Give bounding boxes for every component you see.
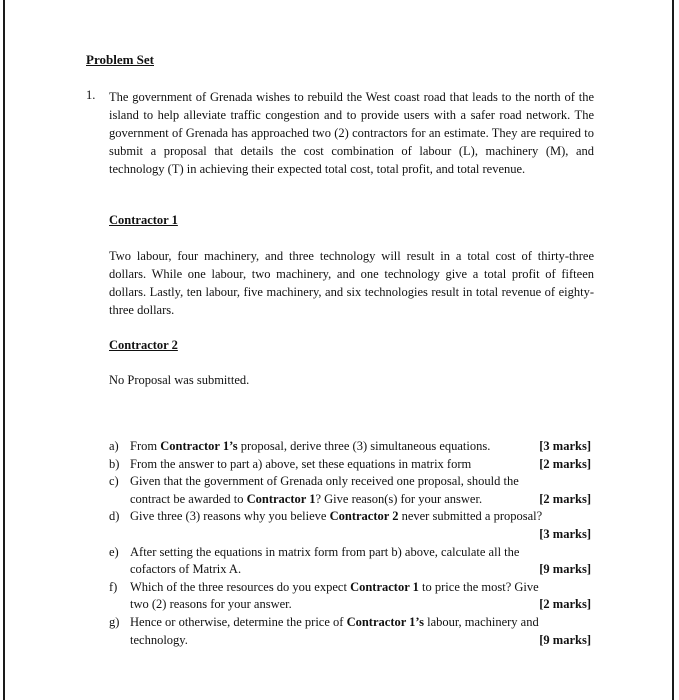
intro-paragraph: The government of Grenada wishes to rebuild the West coast road that leads to the north of the island to help alleviate traffic congestion and to provide users with a safer road network. The government of Grenada has approached two (2) contractors for an estimate. They are required to submit a proposal that details the cost combination of labour (L), machinery (M), and technology (T) in achieving their expected total cost, total profit, and total revenue. — [109, 90, 594, 176]
question-letter: e) — [109, 544, 119, 559]
question-c — [109, 473, 591, 508]
question-b-text: From the answer to part a) above, set these equations in matrix form — [130, 456, 472, 471]
question-b — [109, 456, 591, 474]
page-left-border — [3, 0, 5, 700]
question-letter: d) — [109, 509, 120, 524]
question-e — [109, 544, 591, 579]
contractor-2-heading: Contractor 2 — [109, 338, 178, 352]
page-right-border — [672, 0, 674, 700]
page-title: Problem Set — [86, 52, 154, 67]
question-a-text: From Contractor 1’s proposal, derive three (3) simultaneous equations. — [130, 439, 491, 453]
question-e-line-2: cofactors of Matrix A. — [130, 562, 242, 577]
question-c-line-1: Given that the government of Grenada only received one proposal, should the — [130, 474, 519, 489]
question-d — [109, 508, 591, 543]
question-e-marks: [9 marks] — [539, 562, 591, 577]
question-number: 1. — [86, 88, 96, 102]
contractor-1-heading: Contractor 1 — [109, 213, 178, 227]
question-g-text: Hence or otherwise, determine the price of Contractor 1’s labour, machinery and — [130, 614, 539, 629]
question-letter: a) — [109, 439, 119, 453]
question-c-text: contract be awarded to Contractor 1? Give reason(s) for your answer. — [130, 491, 483, 506]
question-c-marks: [2 marks] — [539, 491, 591, 506]
question-a-marks: [3 marks] — [539, 439, 591, 453]
question-letter: c) — [109, 474, 119, 489]
question-b-marks: [2 marks] — [539, 456, 591, 471]
question-f — [109, 579, 591, 614]
question-f-text: Which of the three resources do you expect Contractor 1 to price the most? Give — [130, 579, 539, 594]
question-list — [109, 438, 591, 649]
question-a — [109, 438, 591, 456]
contractor-2-paragraph: No Proposal was submitted. — [109, 373, 250, 387]
question-g-marks: [9 marks] — [539, 632, 591, 647]
question-letter: f) — [109, 579, 118, 594]
contractor-1-paragraph: Two labour, four machinery, and three technology will result in a total cost of thirty-three dollars. While one labour, two machinery, and one technology give a total profit of fifteen dollars. Lastly, ten labour, five machinery, and six technologies result in total revenue of eighty-three dollars. — [109, 249, 594, 317]
question-g — [109, 614, 591, 649]
question-f-marks: [2 marks] — [539, 597, 591, 612]
question-letter: b) — [109, 456, 120, 471]
question-f-line-2: two (2) reasons for your answer. — [130, 597, 292, 612]
question-e-line-1: After setting the equations in matrix form from part b) above, calculate all the — [130, 544, 520, 559]
question-d-text: Give three (3) reasons why you believe Contractor 2 never submitted a proposal? — [130, 509, 543, 524]
question-g-line-2: technology. — [130, 632, 188, 647]
question-d-marks: [3 marks] — [539, 526, 591, 541]
question-letter: g) — [109, 614, 120, 629]
